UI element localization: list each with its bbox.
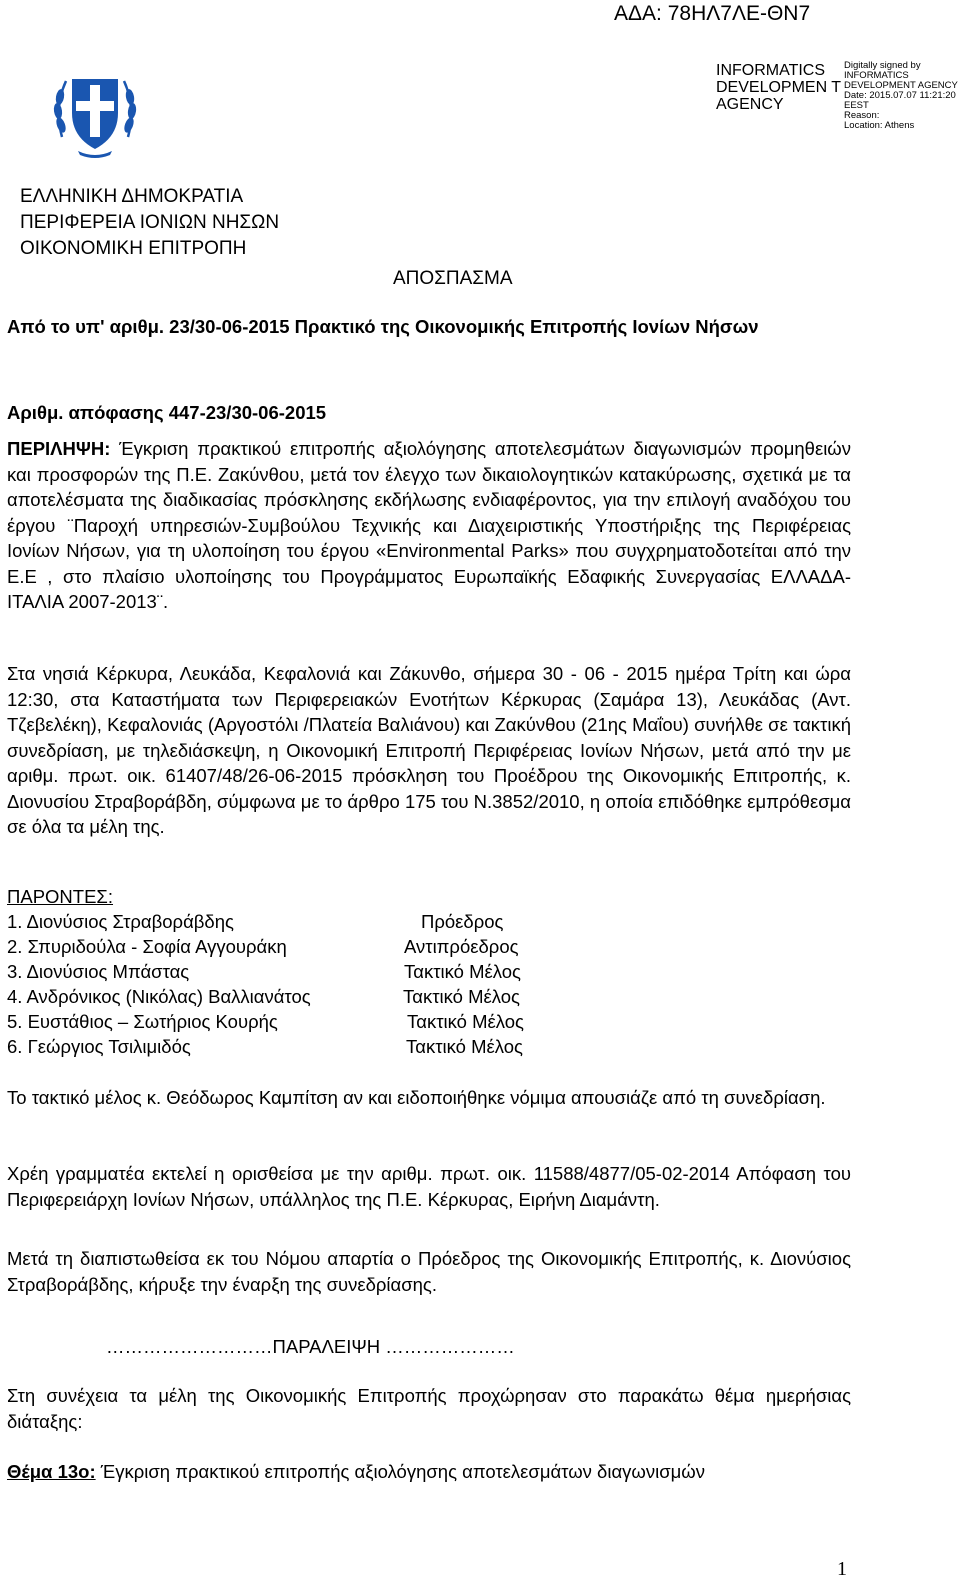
- header-line: ΕΛΛΗΝΙΚΗ ΔΗΜΟΚΡΑΤΙΑ: [20, 186, 244, 207]
- present-member-name: 2. Σπυριδούλα - Σοφία Αγγουράκη: [7, 936, 287, 957]
- present-member-name: 1. Διονύσιος Στραβοράβδης: [7, 911, 234, 932]
- signature-line: EEST: [844, 100, 869, 111]
- present-member-role: Αντιπρόεδρος: [404, 936, 519, 957]
- signature-line: Digitally signed by: [844, 60, 921, 71]
- page-number: 1: [837, 1558, 847, 1580]
- decision-number: Αριθμ. απόφασης 447-23/30-06-2015: [7, 402, 327, 423]
- signature-line: INFORMATICS: [844, 70, 909, 81]
- quorum-paragraph: Μετά τη διαπιστωθείσα εκ του Νόμου απαρτία ο Πρόεδρος της Οικονομικής Επιτροπής, κ. Διονύσιος Στραβοράβδης, κήρυξε την έναρξη της συνεδρίασης.: [7, 1248, 851, 1295]
- topic-line: [7, 1461, 705, 1483]
- present-member-role: Τακτικό Μέλος: [407, 1011, 524, 1032]
- present-member-name: 6. Γεώργιος Τσιλιμιδός: [7, 1036, 191, 1057]
- continuation-paragraph: Στη συνέχεια τα μέλη της Οικονομικής Επιτροπής προχώρησαν στο παρακάτω θέμα ημερήσιας διάταξης:: [7, 1385, 851, 1432]
- omission-marker: ………………………ΠΑΡΑΛΕΙΨΗ …………………: [106, 1336, 515, 1357]
- absent-paragraph: Το τακτικό μέλος κ. Θεόδωρος Καμπίτση αν και ειδοποιήθηκε νόμιμα απουσιάζε από τη συνεδρίαση.: [7, 1087, 826, 1108]
- signature-line: DEVELOPMENT AGENCY: [844, 80, 958, 91]
- meeting-paragraph: Στα νησιά Κέρκυρα, Λευκάδα, Κεφαλονιά και Ζάκυνθο, σήμερα 30 - 06 - 2015 ημέρα Τρίτη και ώρα 12:30, στα Καταστήματα των Περιφερειακών Ενοτήτων Κέρκυρας (Σαμάρα 13), Λευκάδας (Αντ. Τζεβελέκη), Κεφαλονιάς (Αργοστόλι /Πλατεία Βαλιάνου) και Ζακύνθου (21ης Μαΐου) συνήλθε σε τακτική συνεδρίαση, με τηλεδιάσκεψη, η Οικονομική Επιτροπή Περιφέρειας Ιονίων Νήσων, μετά από την με αριθμ. πρωτ. οικ. 61407/48/26-06-2015 πρόσκληση του Προέδρου της Οικονομικής Επιτροπής, κ. Διονυσίου Στραβοράβδη, σύμφωνα με το άρθρο 175 του Ν.3852/2010, η οποία επιδόθηκε εμπρόθεσμα σε όλα τα μέλη της.: [7, 663, 851, 837]
- present-member-name: 4. Ανδρόνικος (Νικόλας) Βαλλιανάτος: [7, 986, 311, 1007]
- signature-line: Location: Athens: [844, 120, 915, 131]
- signature-org-name: INFORMATICS DEVELOPMEN T AGENCY: [716, 62, 841, 113]
- secretary-paragraph: Χρέη γραμματέα εκτελεί η ορισθείσα με την αριθμ. πρωτ. οικ. 11588/4877/05-02-2014 Απόφαση του Περιφερειάρχη Ιονίων Νήσων, υπάλληλος της Π.Ε. Κέρκυρας, Ειρήνη Διαμάντη.: [7, 1163, 851, 1210]
- signature-line: Reason:: [844, 110, 880, 121]
- topic-label: Θέμα 13ο:: [7, 1461, 96, 1482]
- ada-code: ΑΔΑ: 78ΗΛ7ΛΕ-ΘΝ7: [614, 2, 811, 25]
- minutes-reference: Από το υπ' αριθμ. 23/30-06-2015 Πρακτικό της Οικονομικής Επιτροπής Ιονίων Νήσων: [7, 316, 759, 337]
- header-line: ΟΙΚΟΝΟΜΙΚΗ ΕΠΙΤΡΟΠΗ: [20, 238, 247, 259]
- signature-line: Date: 2015.07.07 11:21:20: [844, 90, 956, 101]
- digital-signature-block: [844, 61, 959, 131]
- greek-coat-of-arms-emblem: [52, 67, 138, 165]
- present-label: ΠΑΡΟΝΤΕΣ:: [7, 886, 114, 907]
- summary-paragraph: [7, 436, 851, 615]
- present-member-role: Τακτικό Μέλος: [404, 961, 521, 982]
- header-line: ΠΕΡΙΦΕΡΕΙΑ ΙΟΝΙΩΝ ΝΗΣΩΝ: [20, 212, 280, 233]
- document-title: ΑΠΟΣΠΑΣΜΑ: [393, 268, 513, 289]
- present-member-role: Τακτικό Μέλος: [406, 1036, 523, 1057]
- summary-label: ΠΕΡΙΛΗΨΗ:: [7, 438, 111, 459]
- present-member-name: 5. Ευστάθιος – Σωτήριος Κουρής: [7, 1011, 278, 1032]
- present-member-name: 3. Διονύσιος Μπάστας: [7, 961, 190, 982]
- present-member-role: Τακτικό Μέλος: [403, 986, 520, 1007]
- topic-text: Έγκριση πρακτικού επιτροπής αξιολόγησης αποτελεσμάτων διαγωνισμών: [95, 1461, 705, 1482]
- summary-text: Έγκριση πρακτικού επιτροπής αξιολόγησης αποτελεσμάτων διαγωνισμών προμηθειών και προσφορών της Π.Ε. Ζακύνθου, μετά τον έλεγχο των δικαιολογητικών κατακύρωσης, σχετικά με τα αποτελέσματα της διαδικασίας πρόσκλησης εκδήλωσης ενδιαφέροντος, για την επιλογή αναδόχου του έργου ¨Παροχή υπηρεσιών-Συμβούλου Τεχνικής και Διαχειριστικής Υποστήριξης της Περιφέρειας Ιονίων Νήσων, για τη υλοποίηση του έργου «Environmental Parks» που συγχρηματοδοτείται από την Ε.Ε , στο πλαίσιο υλοποίησης του Προγράμματος Ευρωπαϊκής Εδαφικής Συνεργασίας ΕΛΛΑΔΑ-ΙΤΑΛΙΑ 2007-2013¨.: [7, 438, 851, 612]
- present-member-role: Πρόεδρος: [421, 911, 504, 932]
